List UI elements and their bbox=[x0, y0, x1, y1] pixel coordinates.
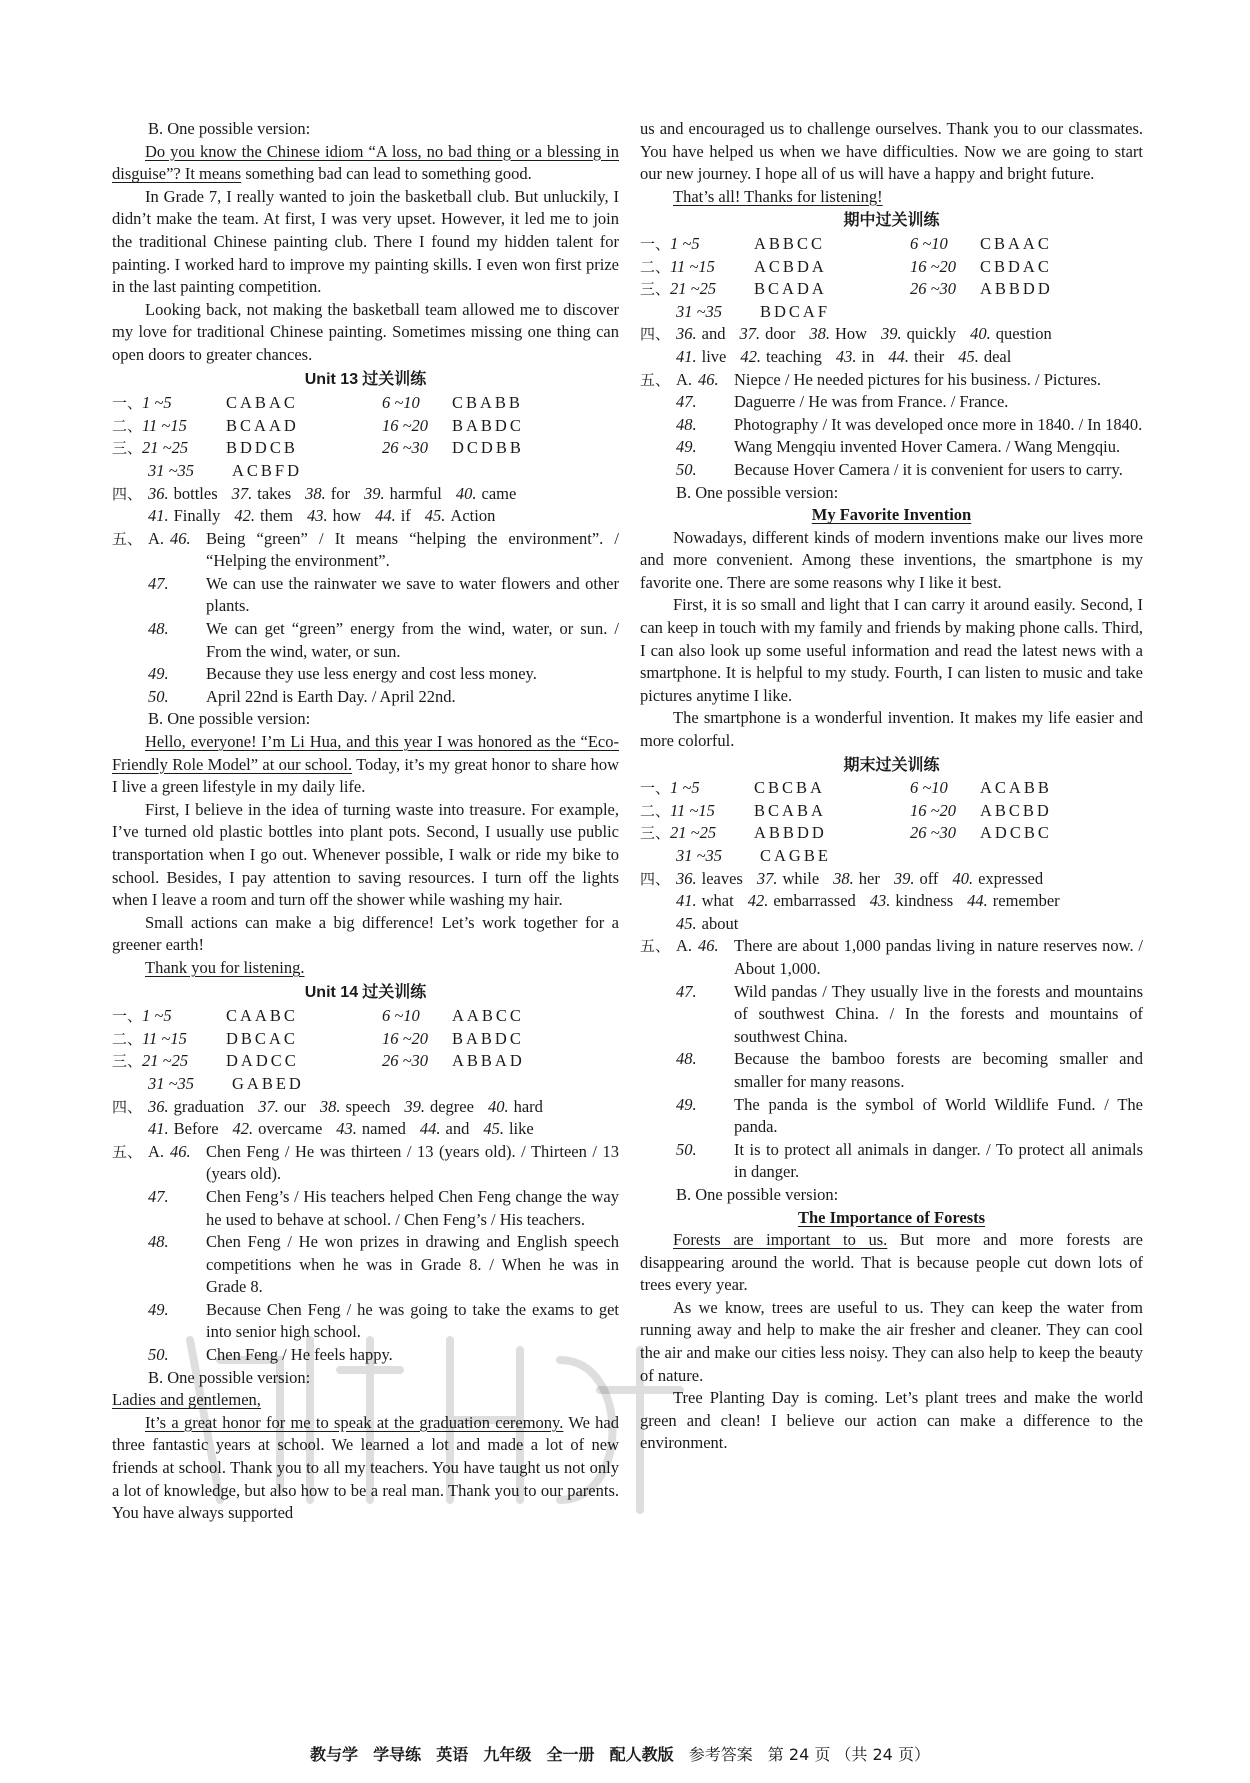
final-b-paragraph: Forests are important to us. But more and more forests are disappearing around the world. That is because people cut down lots of trees every year. bbox=[640, 1230, 1143, 1295]
midterm-qa-47: 47. Daguerre / He was from France. / France. bbox=[676, 392, 1009, 412]
unit13-mc-row-2: 二、 11 ~15 BCAAD 16 ~20 BABDC bbox=[112, 415, 524, 435]
unit14-fill-line-1: 四、 36. graduation 37. our 38. speech 39. degree 40. hard bbox=[112, 1096, 543, 1116]
midterm-heading: 期中过关训练 bbox=[843, 210, 940, 230]
left-column bbox=[112, 118, 619, 1525]
final-qa-49: 49. The panda is the symbol of World Wildlife Fund. / The panda. bbox=[676, 1094, 1143, 1137]
unit13-mc-row-4: 31 ~35 ACBFD bbox=[148, 460, 303, 480]
footer-edition: 配人教版 bbox=[609, 1745, 674, 1764]
unit14-mc-row-4: 31 ~35 GABED bbox=[148, 1073, 304, 1093]
unit14-b-closing: That’s all! Thanks for listening! bbox=[673, 186, 883, 206]
final-qa-47: 47. Wild pandas / They usually live in the forests and mountains of southwest China. / In the forests and mountains of southwest China. bbox=[676, 981, 1143, 1046]
final-fill-line-1: 四、 36. leaves 37. while 38. her 39. off 40. expressed bbox=[640, 868, 1044, 888]
unit14-mc-row-2: 二、 11 ~15 DBCAC 16 ~20 BABDC bbox=[112, 1028, 524, 1048]
final-qa-50: 50. It is to protect all animals in danger. / To protect all animals in danger. bbox=[676, 1139, 1143, 1182]
midterm-mc-row-4: 31 ~35 BDCAF bbox=[676, 301, 831, 321]
midterm-fill-line-1: 四、 36. and 37. door 38. How 39. quickly 40. question bbox=[640, 324, 1052, 344]
final-fill-line-3: 45. about bbox=[676, 913, 739, 933]
unit13-qa-47: 47. We can use the rainwater we save to water flowers and other plants. bbox=[148, 573, 619, 616]
midterm-mc-row-2: 二、 11 ~15 ACBDA 16 ~20 CBDAC bbox=[640, 256, 1052, 276]
unit14-mc-row-3: 三、 21 ~25 DADCC 26 ~30 ABBAD bbox=[112, 1051, 525, 1071]
footer-volume: 全一册 bbox=[546, 1745, 595, 1764]
unit14-mc-row-1: 一、 1 ~5 CAABC 6 ~10 AABCC bbox=[112, 1006, 524, 1026]
midterm-qa-50: 50. Because Hover Camera / it is convenient for users to carry. bbox=[676, 459, 1123, 479]
unit13-b-intro: Hello, everyone! I’m Li Hua, and this year I was honored as the “Eco-Friendly Role Model” at our school. Today, it’s my great honor to share how I live a green lifestyle in my daily life. bbox=[112, 732, 619, 797]
unit12-b-label: B. One possible version: bbox=[148, 119, 311, 138]
right-column bbox=[640, 118, 1143, 1455]
final-essay-title: The Importance of Forests bbox=[797, 1207, 986, 1227]
final-b-paragraph: As we know, trees are useful to us. They can keep the water from running away and help to make the air fresher and cleaner. They can cool the air and make our cities less noisy. They can also help to keep the beauty of nature. bbox=[640, 1297, 1143, 1385]
footer-series: 学导练 bbox=[373, 1745, 422, 1764]
final-qa-46: 五、 A. 46. There are about 1,000 pandas living in nature reserves now. / About 1,000. bbox=[640, 936, 1143, 978]
page-footer bbox=[0, 1744, 1250, 1767]
unit12-b-paragraph: In Grade 7, I really wanted to join the basketball club. But unluckily, I didn’t make the team. At first, I was very upset. However, it led me to join the traditional Chinese painting club. There I found my hidden talent for painting. I worked hard to improve my painting skills. I even won first prize in the last painting competition. bbox=[112, 186, 619, 297]
final-mc-row-2: 二、 11 ~15 BCABA 16 ~20 ABCBD bbox=[640, 800, 1052, 820]
unit14-b-paragraph: It’s a great honor for me to speak at the graduation ceremony. We had three fantastic years at school. We learned a lot and made a lot of new friends at school. Thank you to all my teachers. You have taught us not only a lot of knowledge, but also how to be a real man. Thank you to our parents. You have always supported bbox=[112, 1412, 619, 1523]
unit13-b-paragraph: Small actions can make a big difference! Let’s work together for a greener earth! bbox=[112, 912, 619, 955]
unit12-b-paragraph: Looking back, not making the basketball team allowed me to discover my love for traditional Chinese painting. Sometimes missing one thing can open doors to greater chances. bbox=[112, 299, 619, 364]
unit14-qa-49: 49. Because Chen Feng / he was going to take the exams to get into senior high school. bbox=[148, 1299, 619, 1342]
midterm-b-paragraph: The smartphone is a wonderful invention. It makes my life easier and more colorful. bbox=[640, 708, 1143, 751]
unit13-b-label: B. One possible version: bbox=[148, 709, 311, 729]
unit13-b-closing: Thank you for listening. bbox=[145, 957, 305, 977]
unit14-heading: Unit 14 过关训练 bbox=[304, 981, 427, 1001]
final-b-paragraph: Tree Planting Day is coming. Let’s plant trees and make the world green and clean! I believe our action can make a difference to the environment. bbox=[640, 1388, 1143, 1453]
unit13-b-paragraph: First, I believe in the idea of turning waste into treasure. For example, I’ve turned old plastic bottles into plant pots. Second, I usually use public transportation when I go out. Whenever possible, I walk or ride my bike to school. Besides, I pay attention to saving resources. I turn off the lights when I leave a room and turn off the shower while washing my hair. bbox=[112, 799, 619, 910]
unit14-b-greeting: Ladies and gentlemen, bbox=[112, 1390, 261, 1410]
unit14-b-continuation: us and encouraged us to challenge ourselves. Thank you to our classmates. You have helped us when we have difficulties. Now we are going to start our new journey. I hope all of us will have a happy and bright future. bbox=[640, 119, 1143, 184]
footer-subject: 英语 bbox=[436, 1745, 469, 1764]
page-number: 第 24 页 （共 24 页） bbox=[767, 1745, 930, 1764]
unit14-b-label: B. One possible version: bbox=[148, 1367, 311, 1387]
unit13-fill-line-2: 41. Finally 42. them 43. how 44. if 45. Action bbox=[148, 506, 496, 526]
unit14-qa-47: 47. Chen Feng’s / His teachers helped Chen Feng change the way he used to behave at school. / Chen Feng’s / His teachers. bbox=[148, 1186, 619, 1229]
midterm-essay-title: My Favorite Invention bbox=[811, 505, 972, 525]
final-b-label: B. One possible version: bbox=[676, 1184, 839, 1204]
unit14-fill-line-2: 41. Before 42. overcame 43. named 44. and 45. like bbox=[148, 1119, 534, 1139]
final-mc-row-4: 31 ~35 CAGBE bbox=[676, 846, 831, 865]
final-mc-row-1: 一、 1 ~5 CBCBA 6 ~10 ACABB bbox=[640, 778, 1052, 798]
midterm-qa-49: 49. Wang Mengqiu invented Hover Camera. / Wang Mengqiu. bbox=[676, 437, 1121, 457]
final-fill-line-2: 41. what 42. embarrassed 43. kindness 44. remember bbox=[676, 891, 1060, 911]
unit13-mc-row-1: 一、 1 ~5 CABAC 6 ~10 CBABB bbox=[112, 393, 523, 413]
unit13-qa-50: 50. April 22nd is Earth Day. / April 22nd. bbox=[148, 686, 456, 706]
unit13-fill-line-1: 四、 36. bottles 37. takes 38. for 39. harmful 40. came bbox=[112, 483, 517, 503]
unit13-mc-row-3: 三、 21 ~25 BDDCB 26 ~30 DCDBB bbox=[112, 438, 524, 458]
unit14-qa-46: 五、 A. 46. Chen Feng / He was thirteen / 13 (years old). / Thirteen / 13 (years old). bbox=[112, 1141, 619, 1184]
unit13-qa-49: 49. Because they use less energy and cost less money. bbox=[148, 664, 537, 684]
final-mc-row-3: 三、 21 ~25 ABBDD 26 ~30 ADCBC bbox=[640, 823, 1052, 843]
midterm-fill-line-2: 41. live 42. teaching 43. in 44. their 45. deal bbox=[676, 346, 1012, 366]
midterm-mc-row-3: 三、 21 ~25 BCADA 26 ~30 ABBDD bbox=[640, 279, 1053, 299]
footer-section: 参考答案 bbox=[688, 1745, 753, 1764]
unit13-qa-48: 48. We can get “green” energy from the wind, water, or sun. / From the wind, water, or sun. bbox=[148, 619, 619, 661]
midterm-b-paragraph: Nowadays, different kinds of modern inventions make our lives more and more convenient. Among these inventions, the smartphone is my favorite one. There are some reasons why I like it best. bbox=[640, 527, 1143, 592]
final-heading: 期末过关训练 bbox=[843, 754, 940, 774]
unit14-qa-48: 48. Chen Feng / He won prizes in drawing and English speech competitions when he was in Grade 8. / When he was in Grade 8. bbox=[148, 1232, 619, 1297]
midterm-qa-46: 五、 A. 46. Niepce / He needed pictures for his business. / Pictures. bbox=[640, 369, 1102, 389]
footer-grade: 九年级 bbox=[483, 1745, 532, 1764]
footer-brand: 教与学 bbox=[310, 1745, 359, 1764]
unit14-qa-50: 50. Chen Feng / He feels happy. bbox=[148, 1345, 393, 1365]
unit12-b-intro: Do you know the Chinese idiom “A loss, no bad thing or a blessing in disguise”? It means something bad can lead to something good. bbox=[112, 141, 619, 184]
final-qa-48: 48. Because the bamboo forests are becoming smaller and smaller for many reasons. bbox=[676, 1049, 1143, 1091]
unit13-qa-46: 五、 A. 46. Being “green” / It means “helping the environment”. / “Helping the environment”. bbox=[112, 528, 619, 571]
midterm-b-label: B. One possible version: bbox=[676, 482, 839, 502]
midterm-mc-row-1: 一、 1 ~5 ABBCC 6 ~10 CBAAC bbox=[640, 233, 1052, 253]
midterm-qa-48: 48. Photography / It was developed once more in 1840. / In 1840. bbox=[676, 414, 1143, 434]
midterm-b-paragraph: First, it is so small and light that I can carry it around easily. Second, I can keep in touch with my family and friends by making phone calls. Third, I can also look up some useful information and read the latest news with a smartphone. It is helpful to my study. Fourth, I can listen to music and take pictures anytime I like. bbox=[640, 595, 1143, 705]
unit13-heading: Unit 13 过关训练 bbox=[304, 368, 427, 388]
